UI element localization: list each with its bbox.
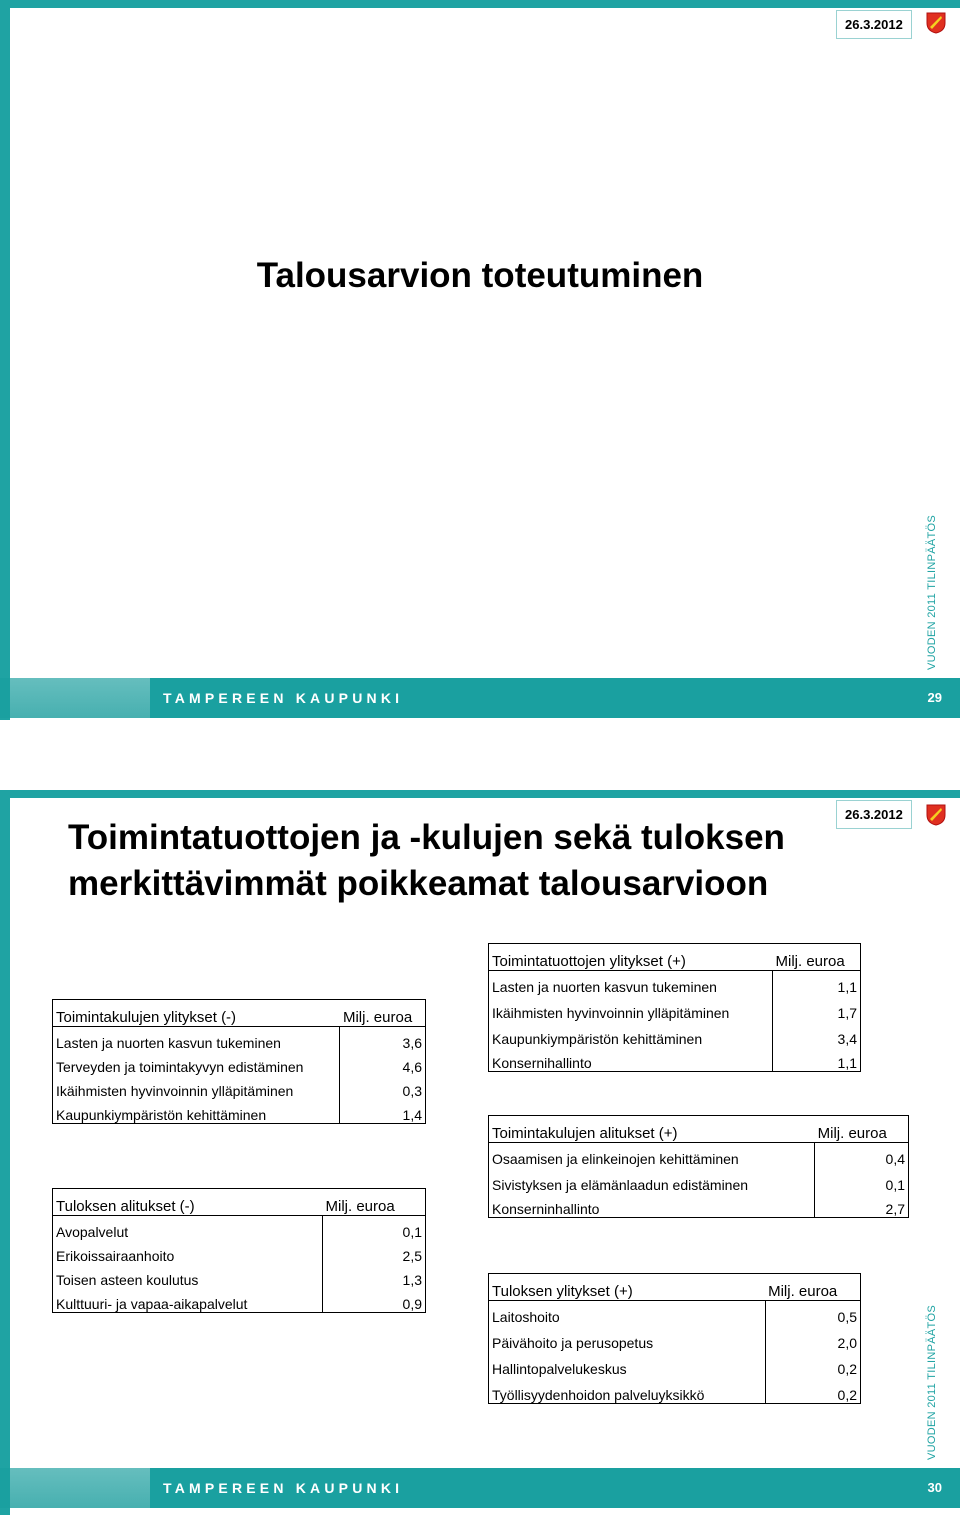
- report-side-label: VUODEN 2011 TILINPÄÄTÖS: [926, 1304, 938, 1460]
- table-row: [489, 1167, 909, 1193]
- city-skyline-image: [10, 678, 150, 718]
- row-value: 2,7: [815, 1193, 909, 1218]
- table-row: [53, 1264, 426, 1288]
- row-value: 0,2: [765, 1351, 860, 1377]
- table-header: Toimintakulujen alitukset (+): [489, 1116, 815, 1143]
- slide-title: [68, 815, 838, 907]
- slide-title-line-1: Toimintatuottojen ja -kulujen sekä tuloksen: [68, 818, 785, 857]
- table-unit-header: Milj. euroa: [765, 1274, 860, 1301]
- row-value: 0,9: [323, 1288, 426, 1313]
- row-label: Toisen asteen koulutus: [53, 1264, 323, 1288]
- table-row: [53, 1099, 426, 1124]
- slide-top-border: [0, 790, 960, 798]
- row-value: 1,3: [323, 1264, 426, 1288]
- table-row: [53, 1216, 426, 1241]
- table-unit-header: Milj. euroa: [323, 1189, 426, 1216]
- table-operating-cost-underruns: [488, 1115, 909, 1218]
- table-row: [53, 1288, 426, 1313]
- slide-left-border: [0, 0, 10, 720]
- slide-left-border: [0, 790, 10, 1515]
- date-label: 26.3.2012: [836, 800, 912, 829]
- row-label: Terveyden ja toimintakyvyn edistäminen: [53, 1051, 340, 1075]
- row-value: 0,1: [323, 1216, 426, 1241]
- footer-bar: [0, 1468, 960, 1508]
- row-value: 2,0: [765, 1325, 860, 1351]
- row-label: Osaamisen ja elinkeinojen kehittäminen: [489, 1143, 815, 1168]
- table-unit-header: Milj. euroa: [340, 1000, 426, 1027]
- table-row: [489, 1021, 861, 1047]
- tampere-crest-icon: [926, 12, 946, 34]
- row-value: 3,4: [773, 1021, 861, 1047]
- row-label: Työllisyydenhoidon palveluyksikkö: [489, 1377, 766, 1404]
- brand-name: TAMPEREEN KAUPUNKI: [163, 1480, 404, 1496]
- slide-title: Talousarvion toteutuminen: [256, 256, 704, 295]
- row-value: 0,2: [765, 1377, 860, 1404]
- table-row: [489, 971, 861, 996]
- table-result-excess: [488, 1273, 861, 1404]
- row-label: Avopalvelut: [53, 1216, 323, 1241]
- table-operating-income-excess: [488, 943, 861, 1072]
- slide-title-line-2: merkittävimmät poikkeamat talousarvioon: [68, 864, 769, 903]
- table-unit-header: Milj. euroa: [773, 944, 861, 971]
- table-row: [53, 1051, 426, 1075]
- brand-name: TAMPEREEN KAUPUNKI: [163, 690, 404, 706]
- table-row: [489, 1351, 861, 1377]
- slide-top-border: [0, 0, 960, 8]
- footer-bar: [0, 678, 960, 718]
- table-result-shortfalls: [52, 1188, 426, 1313]
- row-value: 1,1: [773, 1047, 861, 1072]
- table-header: Toimintatuottojen ylitykset (+): [489, 944, 773, 971]
- row-value: 1,7: [773, 995, 861, 1021]
- row-value: 4,6: [340, 1051, 426, 1075]
- row-label: Kaupunkiympäristön kehittäminen: [53, 1099, 340, 1124]
- table-header: Tuloksen alitukset (-): [53, 1189, 323, 1216]
- row-value: 3,6: [340, 1027, 426, 1052]
- page-number: 30: [927, 1480, 942, 1495]
- table-row: [489, 1325, 861, 1351]
- row-value: 0,1: [815, 1167, 909, 1193]
- date-label: 26.3.2012: [836, 10, 912, 39]
- table-row: [489, 995, 861, 1021]
- table-row: [489, 1047, 861, 1072]
- table-header: Tuloksen ylitykset (+): [489, 1274, 766, 1301]
- row-value: 2,5: [323, 1240, 426, 1264]
- row-value: 0,3: [340, 1075, 426, 1099]
- table-row: [489, 1143, 909, 1168]
- row-label: Kaupunkiympäristön kehittäminen: [489, 1021, 773, 1047]
- tampere-crest-icon: [926, 804, 946, 826]
- row-value: 1,4: [340, 1099, 426, 1124]
- table-row: [489, 1301, 861, 1326]
- row-label: Kulttuuri- ja vapaa-aikapalvelut: [53, 1288, 323, 1313]
- slide-29: [0, 0, 960, 720]
- page-number: 29: [927, 690, 942, 705]
- row-label: Konserninhallinto: [489, 1193, 815, 1218]
- row-value: 1,1: [773, 971, 861, 996]
- row-value: 0,4: [815, 1143, 909, 1168]
- table-row: [489, 1377, 861, 1404]
- city-skyline-image: [10, 1468, 150, 1508]
- slide-30: [0, 790, 960, 1515]
- row-label: Laitoshoito: [489, 1301, 766, 1326]
- row-label: Hallintopalvelukeskus: [489, 1351, 766, 1377]
- table-row: [53, 1240, 426, 1264]
- row-label: Konsernihallinto: [489, 1047, 773, 1072]
- row-label: Lasten ja nuorten kasvun tukeminen: [53, 1027, 340, 1052]
- row-value: 0,5: [765, 1301, 860, 1326]
- row-label: Ikäihmisten hyvinvoinnin ylläpitäminen: [489, 995, 773, 1021]
- table-unit-header: Milj. euroa: [815, 1116, 909, 1143]
- row-label: Päivähoito ja perusopetus: [489, 1325, 766, 1351]
- table-row: [53, 1027, 426, 1052]
- table-row: [489, 1193, 909, 1218]
- report-side-label: VUODEN 2011 TILINPÄÄTÖS: [926, 514, 938, 670]
- row-label: Lasten ja nuorten kasvun tukeminen: [489, 971, 773, 996]
- table-header: Toimintakulujen ylitykset (-): [53, 1000, 340, 1027]
- table-row: [53, 1075, 426, 1099]
- table-operating-cost-overruns: [52, 999, 426, 1124]
- row-label: Sivistyksen ja elämänlaadun edistäminen: [489, 1167, 815, 1193]
- row-label: Erikoissairaanhoito: [53, 1240, 323, 1264]
- row-label: Ikäihmisten hyvinvoinnin ylläpitäminen: [53, 1075, 340, 1099]
